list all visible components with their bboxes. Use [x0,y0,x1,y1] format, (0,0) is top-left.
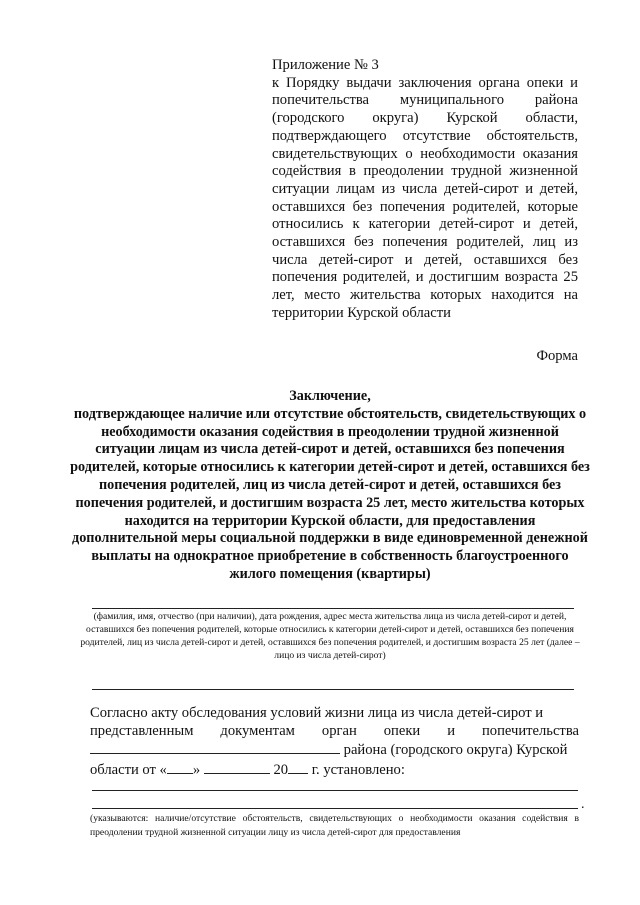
title-subtitle: подтверждающее наличие или отсутствие обстоятельств, свидетельствующих о необходимости оказания содействия в преодолении трудной жизненной ситуации лицам из числа детей-сирот и детей, оставшихся без попечения родителей, которые относились к категории детей-сирот и детей, оставшихся без попечения родителей, лиц из числа детей-сирот и детей, оставшихся без попечения родителей, и достигшим возраста 25 лет, место жительства которых находится на территории Курской области, для предоставления дополнительной меры социальной поддержки в виде единовременной денежной выплаты на однократное приобретение в собственность благоустроенного жилого помещения (квартиры) [70,405,590,582]
year-prefix: 20 [273,761,289,778]
findings-paragraph [90,705,579,779]
findings-line-1 [92,790,578,791]
document-title [70,388,590,584]
findings-note: (указываются: наличие/отсутствие обстоятельств, свидетельствующих о необходимости оказания содействия в преодолении трудной жизненной ситуации лицу из числа детей-сирот для предоставления [90,813,579,838]
month-blank[interactable] [204,760,270,774]
day-blank[interactable] [167,760,193,774]
title-heading: Заключение, [289,388,371,404]
person-fill-line [92,608,574,609]
end-mark: . [581,797,585,812]
form-label: Форма [536,348,578,364]
word-3: орган [321,722,357,739]
word-2: документам [220,722,295,739]
word-5: и [447,722,456,739]
appendix-text: к Порядку выдачи заключения органа опеки и попечительства муниципального района (городского округа) Курской области, подтверждающего отсутствие обстоятельств, свидетельствующих о необходимости оказания содействия в преодолении трудной жизненной ситуации лицам из числа детей-сирот и детей, оставшихся без попечения родителей, которые относились к категории детей-сирот и детей, оставшихся без попечения родителей, лиц из числа детей-сирот и детей, оставшихся без попечения родителей, и достигшим возраста 25 лет, место жительства которых находится на территории Курской области [272,74,578,321]
person-note: (фамилия, имя, отчество (при наличии), дата рождения, адрес места жительства лица из числа детей-сирот и детей, оставшихся без попечения родителей, которые относились к категории детей-сирот и детей, оставшихся без попечения родителей, лиц из числа детей-сирот и детей, оставшихся без попечения родителей, и достигшим возраста 25 лет (далее – лицо из числа детей-сирот) [80,611,580,661]
word-4: опеки [383,722,421,739]
established-text: г. установлено: [311,761,405,778]
word-6: попечительства [481,722,579,739]
date-quote-close: » [192,761,201,778]
paragraph-line-2 [90,723,579,741]
paragraph-line-4 [90,760,579,780]
appendix-header [272,57,578,323]
date-prefix: области от « [90,761,167,778]
appendix-number: Приложение № 3 [272,57,379,73]
word-1: представленным [90,722,194,739]
paragraph-line-1: Согласно акту обследования условий жизни лица из числа детей-сирот и [90,705,544,721]
authority-blank[interactable] [90,740,340,754]
year-blank[interactable] [288,760,308,774]
person-fill-line-2 [92,689,574,690]
district-text: района (городского округа) Курской [343,742,568,759]
findings-line-2 [92,808,578,809]
paragraph-line-3 [90,740,579,760]
